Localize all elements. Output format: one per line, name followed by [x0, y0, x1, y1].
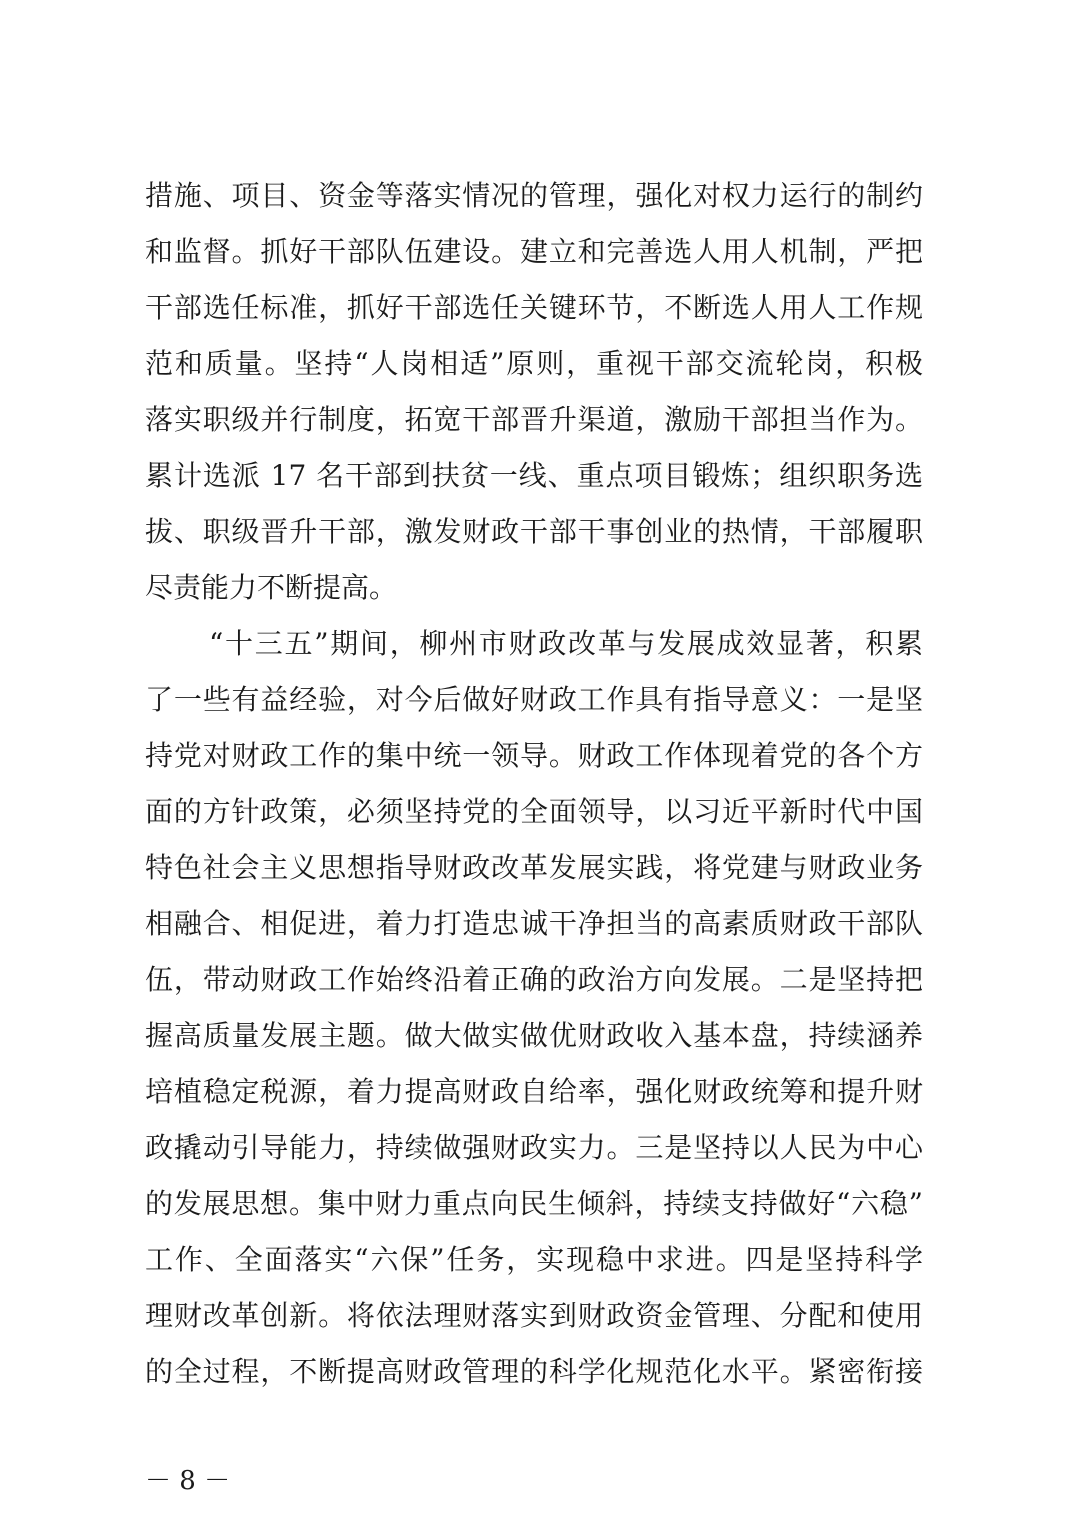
text-line: 理财改革创新。将依法理财落实到财政资金管理、分配和使用 — [145, 1299, 923, 1332]
text-line: 政撬动引导能力，持续做强财政实力。三是坚持以人民为中心 — [145, 1131, 923, 1164]
text-line: 拔、职级晋升干部，激发财政干部干事创业的热情，干部履职 — [145, 515, 923, 548]
text-line: “十三五”期间，柳州市财政改革与发展成效显著，积累 — [209, 627, 923, 660]
text-line: 了一些有益经验，对今后做好财政工作具有指导意义：一是坚 — [145, 683, 923, 716]
text-line: 相融合、相促进，着力打造忠诚干净担当的高素质财政干部队 — [145, 907, 923, 940]
text-line: 的全过程，不断提高财政管理的科学化规范化水平。紧密衔接 — [145, 1355, 923, 1388]
text-line: 工作、全面落实“六保”任务，实现稳中求进。四是坚持科学 — [145, 1243, 923, 1276]
text-line: 伍，带动财政工作始终沿着正确的政治方向发展。二是坚持把 — [145, 963, 923, 996]
text-line: 尽责能力不断提高。 — [145, 571, 398, 604]
text-line: 特色社会主义思想指导财政改革发展实践，将党建与财政业务 — [145, 851, 923, 884]
text-line: 握高质量发展主题。做大做实做优财政收入基本盘，持续涵养 — [145, 1019, 923, 1052]
text-line: 累计选派 17 名干部到扶贫一线、重点项目锻炼；组织职务选 — [145, 459, 923, 492]
text-line: 面的方针政策，必须坚持党的全面领导，以习近平新时代中国 — [145, 795, 923, 828]
text-line: 范和质量。坚持“人岗相适”原则，重视干部交流轮岗，积极 — [145, 347, 923, 380]
text-line: 和监督。抓好干部队伍建设。建立和完善选人用人机制，严把 — [145, 235, 923, 268]
text-line: 落实职级并行制度，拓宽干部晋升渠道，激励干部担当作为。 — [145, 403, 923, 436]
paragraph-2 — [145, 616, 923, 1400]
page-number: － 8 － — [145, 1466, 231, 1496]
text-line: 措施、项目、资金等落实情况的管理，强化对权力运行的制约 — [145, 179, 923, 212]
text-line: 的发展思想。集中财力重点向民生倾斜，持续支持做好“六稳” — [145, 1187, 923, 1220]
body-text — [145, 168, 923, 1400]
text-line: 干部选任标准，抓好干部选任关键环节，不断选人用人工作规 — [145, 291, 923, 324]
paragraph-1 — [145, 168, 923, 616]
text-line: 持党对财政工作的集中统一领导。财政工作体现着党的各个方 — [145, 739, 923, 772]
text-line: 培植稳定税源，着力提高财政自给率，强化财政统筹和提升财 — [145, 1075, 923, 1108]
